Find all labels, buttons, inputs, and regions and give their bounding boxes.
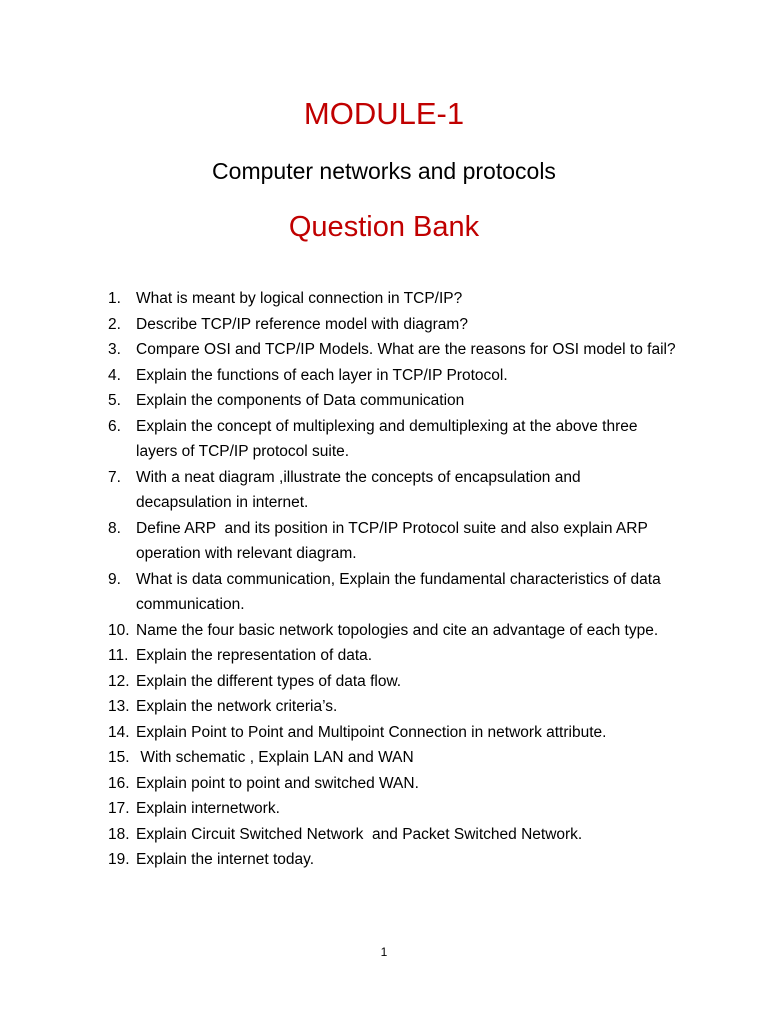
question-number: 4. xyxy=(108,366,121,384)
question-text: With schematic , Explain LAN and WAN xyxy=(136,749,414,766)
question-number: 6. xyxy=(108,417,121,435)
question-item xyxy=(108,337,678,363)
question-item xyxy=(108,618,678,644)
question-text: Explain the concept of multiplexing and demultiplexing at the above three layers of TCP/IP protocol suite. xyxy=(136,417,642,460)
question-number: 16. xyxy=(108,774,130,792)
question-number: 14. xyxy=(108,723,130,741)
question-text: Name the four basic network topologies and cite an advantage of each type. xyxy=(136,621,659,639)
question-item xyxy=(108,643,678,669)
question-text: Explain internetwork. xyxy=(136,800,280,817)
question-item xyxy=(108,516,678,567)
question-text: Explain the different types of data flow. xyxy=(136,672,402,690)
question-number: 18. xyxy=(108,825,130,843)
question-item xyxy=(108,745,678,771)
question-number: 5. xyxy=(108,392,121,409)
question-number: 13. xyxy=(108,698,130,715)
question-text: Explain the components of Data communication xyxy=(136,392,465,409)
question-number: 12. xyxy=(108,672,130,690)
question-list xyxy=(108,286,678,873)
question-number: 7. xyxy=(108,468,121,486)
question-item xyxy=(108,286,678,312)
question-item xyxy=(108,388,678,414)
course-subtitle: Computer networks and protocols xyxy=(212,158,556,184)
question-item xyxy=(108,822,678,848)
question-text: Compare OSI and TCP/IP Models. What are the reasons for OSI model to fail? xyxy=(136,341,676,358)
question-text: What is meant by logical connection in TCP/IP? xyxy=(136,290,463,307)
question-number: 10. xyxy=(108,621,130,639)
question-text: Explain Point to Point and Multipoint Connection in network attribute. xyxy=(136,723,607,741)
question-number: 3. xyxy=(108,341,121,358)
question-item xyxy=(108,363,678,389)
question-item xyxy=(108,720,678,746)
question-item xyxy=(108,312,678,338)
question-item xyxy=(108,669,678,695)
question-number: 15. xyxy=(108,749,130,766)
question-text: Explain the representation of data. xyxy=(136,647,373,664)
question-text: With a neat diagram ,illustrate the concepts of encapsulation and decapsulation in internet. xyxy=(136,468,585,511)
question-text: Describe TCP/IP reference model with diagram? xyxy=(136,315,468,333)
question-number: 17. xyxy=(108,800,130,817)
module-title: MODULE-1 xyxy=(303,96,465,131)
question-text: What is data communication, Explain the fundamental characteristics of data communication. xyxy=(136,570,665,613)
question-text: Define ARP and its position in TCP/IP Protocol suite and also explain ARP operation with relevant diagram. xyxy=(136,519,652,562)
question-text: Explain the internet today. xyxy=(136,851,315,868)
question-number: 9. xyxy=(108,570,121,588)
question-number: 19. xyxy=(108,851,130,868)
question-text: Explain Circuit Switched Network and Packet Switched Network. xyxy=(136,825,583,843)
question-item xyxy=(108,567,678,618)
question-item xyxy=(108,847,678,873)
question-bank-heading: Question Bank xyxy=(288,211,480,243)
page-number: 1 xyxy=(380,945,388,959)
question-text: Explain point to point and switched WAN. xyxy=(136,774,419,792)
question-number: 2. xyxy=(108,315,121,333)
question-number: 11. xyxy=(108,647,129,664)
question-item xyxy=(108,771,678,797)
question-item xyxy=(108,414,678,465)
question-number: 8. xyxy=(108,519,121,537)
question-item xyxy=(108,465,678,516)
question-text: Explain the network criteria’s. xyxy=(136,698,338,715)
question-item xyxy=(108,796,678,822)
question-item xyxy=(108,694,678,720)
question-text: Explain the functions of each layer in TCP/IP Protocol. xyxy=(136,366,508,384)
question-number: 1. xyxy=(108,290,121,307)
